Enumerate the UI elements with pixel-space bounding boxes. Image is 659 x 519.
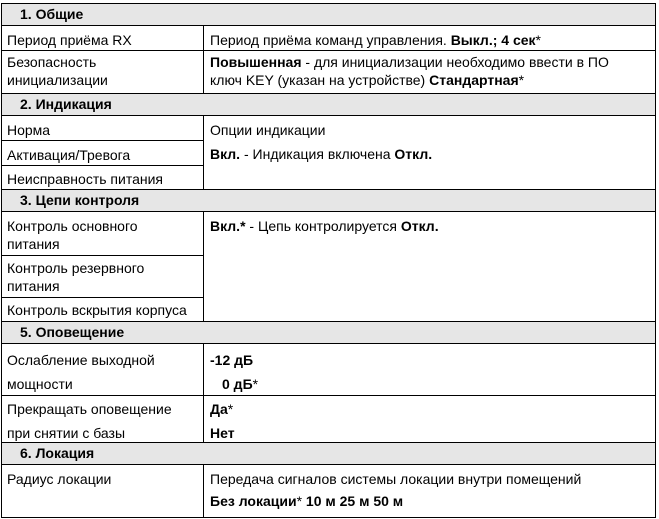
section-header-indication: [1, 93, 656, 116]
section-title: 1. Общие: [20, 6, 84, 22]
norm-label: Норма: [7, 122, 51, 138]
alarm-label: Активация/Тревога: [7, 147, 131, 163]
attenuation-label: Ослабление выходной мощности: [7, 352, 155, 392]
tamper-label: Контроль вскрытия корпуса: [7, 302, 187, 318]
section-header-location: [1, 442, 656, 465]
section-title: 5. Оповещение: [20, 324, 125, 340]
table-border-bottom: [1, 517, 656, 518]
rx-period-label: Период приёма RX: [7, 32, 132, 48]
main-power-label: Контроль основного питания: [7, 218, 138, 252]
section-header-alert: [1, 321, 656, 344]
section-header-general: [1, 3, 656, 26]
section-title: 6. Локация: [20, 445, 95, 461]
location-radius-label: Радиус локации: [7, 471, 112, 487]
location-radius-options: Без локации* 10 м 25 м 50 м: [210, 493, 404, 509]
row-divider: [1, 395, 656, 396]
row-divider: [1, 165, 203, 166]
table-border-right: [655, 3, 656, 518]
control-options-value: Вкл.* - Цепь контролируется Откл.: [210, 218, 439, 234]
init-security-value: Повышенная - для инициализации необходимо ввести в ПО ключ KEY (указан на устройстве) Стандартная*: [210, 54, 609, 88]
column-divider: [203, 212, 204, 321]
init-security-label: Безопасность инициализации: [7, 54, 108, 88]
row-divider: [1, 297, 203, 298]
column-divider: [203, 344, 204, 442]
stop-alert-value: Да* Нет: [210, 401, 235, 441]
location-radius-desc: Передача сигналов системы локации внутри помещений: [210, 471, 582, 487]
indication-options-label: Опции индикации: [210, 122, 326, 138]
attenuation-value: -12 дБ 0 дБ*: [210, 352, 259, 392]
column-divider: [203, 26, 204, 93]
table-border-left: [1, 3, 2, 518]
section-header-control: [1, 189, 656, 212]
indication-options-value: Вкл. - Индикация включена Откл.: [210, 146, 433, 162]
row-divider: [1, 255, 203, 256]
section-title: 2. Индикация: [20, 96, 112, 112]
section-title: 3. Цепи контроля: [20, 192, 140, 208]
column-divider: [203, 116, 204, 189]
column-divider: [203, 465, 204, 518]
backup-power-label: Контроль резервного питания: [7, 260, 145, 294]
row-divider: [1, 140, 203, 141]
row-divider: [1, 50, 656, 51]
rx-period-value: Период приёма команд управления. Выкл.; 4 сек*: [210, 32, 541, 48]
power-fault-label: Неисправность питания: [7, 171, 163, 187]
stop-alert-label: Прекращать оповещение при снятии с базы: [7, 401, 172, 441]
